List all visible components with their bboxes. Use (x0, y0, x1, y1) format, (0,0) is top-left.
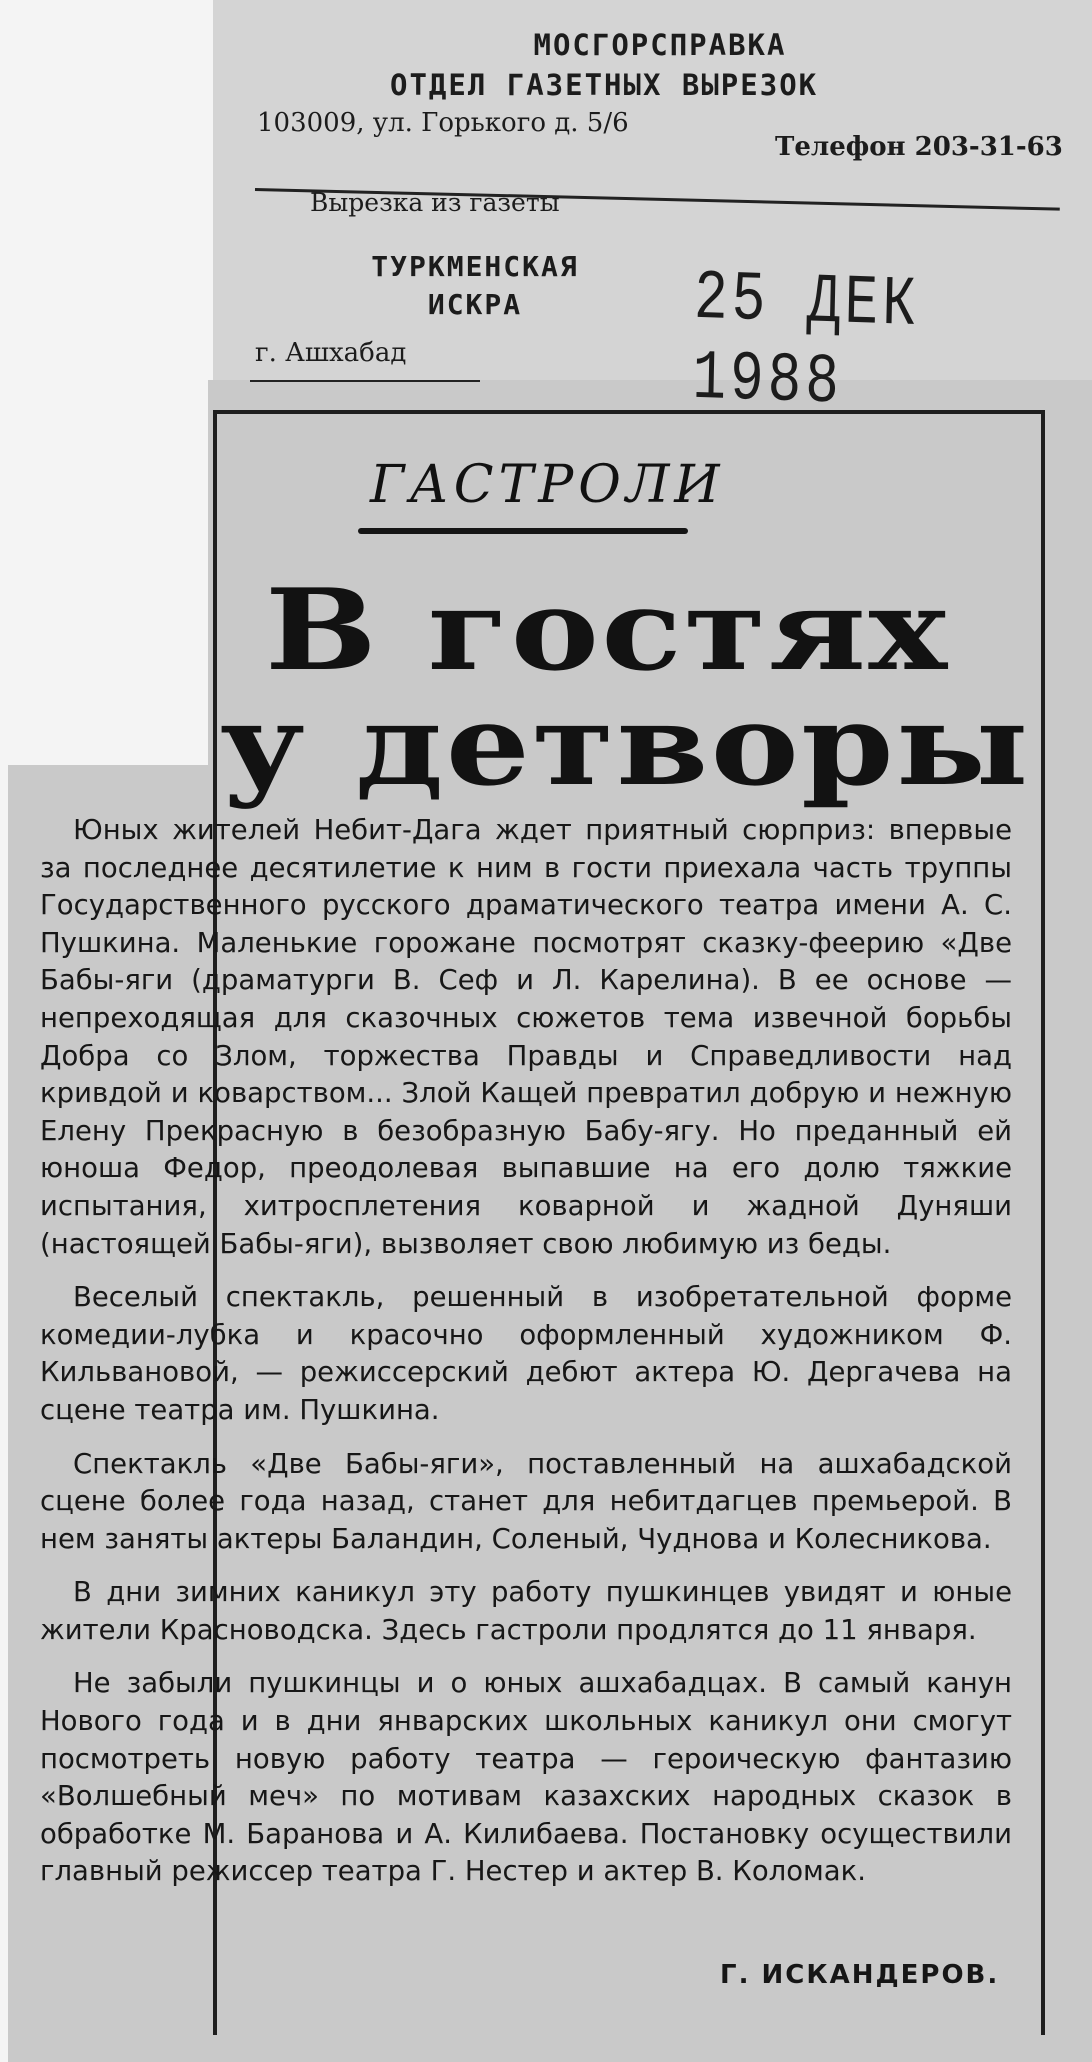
article-paragraph: В дни зимних каникул эту работу пушкинцев увидят и юные жители Красноводска. Здесь гастроли продлятся до 11 января. (40, 1576, 1012, 1646)
stamp-dept: ОТДЕЛ ГАЗЕТНЫХ ВЫРЕЗОК (390, 68, 819, 102)
stamp-city: г. Ашхабад (255, 338, 407, 368)
clipping-notch (8, 380, 208, 765)
stamp-address: 103009, ул. Горького д. 5/6 (257, 108, 629, 138)
article-paragraph: Веселый спектакль, решенный в изобретательной форме комедии-лубка и красочно оформленный художником Ф. Кильвановой, — режиссерский дебют актера Ю. Дергачева на сцене театра им. Пушкина. (40, 1281, 1012, 1426)
article-author: Г. ИСКАНДЕРОВ. (720, 1960, 1000, 1990)
stamp-city-underline (250, 380, 480, 382)
article-paragraph: Не забыли пушкинцы и о юных ашхабадцах. В самый канун Нового года и в дни январских школьных каникул они смогут посмотреть новую работу театра — героическую фантазию «Волшебный меч» по мотивам казахских народных сказок в обработке М. Баранова и А. Килибаева. Постановку осуществили главный режиссер театра Г. Нестер и актер В. Коломак. (40, 1667, 1012, 1888)
article-rubric: ГАСТРОЛИ (370, 455, 725, 515)
article-paragraph: Спектакль «Две Бабы-яги», поставленный на ашхабадской сцене более года назад, станет для небитдагцев премьерой. В нем заняты актеры Баландин, Соленый, Чуднова и Колесникова. (40, 1447, 1012, 1555)
stamp-newspaper-line1: ТУРКМЕНСКАЯ (371, 250, 579, 283)
stamp-clip-from: Вырезка из газеты (310, 188, 560, 217)
headline-line1: В гостях (265, 565, 950, 696)
stamp-org: МОСГОРСПРАВКА (533, 28, 787, 62)
rubric-underline (358, 528, 688, 534)
stamp-date: 25 ДЕК 1988 (691, 258, 921, 423)
stamp-newspaper (325, 248, 625, 324)
article-paragraph: Юных жителей Небит-Дага ждет приятный сюрприз: впервые за последнее десятилетие к ним в гости приехала часть труппы Государственного русского драматического театра имени А. С. Пушкина. Маленькие горожане посмотрят сказку-феерию «Две Бабы-яги (драматурги В. Сеф и Л. Карелина). В ее основе — непреходящая для сказочных сюжетов тема извечной борьбы Добра со Злом, торжества Правды и Справедливости над кривдой и коварством... Злой Кащей превратил добрую и нежную Елену Прекрасную в безобразную Бабу-ягу. Но преданный ей юноша Федор, преодолевая выпавшие на его долю тяжкие испытания, хитросплетения коварной и жадной Дуняши (настоящей Бабы-яги), вызволяет свою любимую из беды. (40, 814, 1012, 1260)
article-body (40, 812, 1012, 1907)
archive-stamp (255, 28, 1065, 423)
stamp-newspaper-line2: ИСКРА (427, 288, 523, 321)
stamp-phone: Телефон 203-31-63 (775, 132, 1063, 162)
headline-line2: у детворы (220, 680, 1031, 811)
